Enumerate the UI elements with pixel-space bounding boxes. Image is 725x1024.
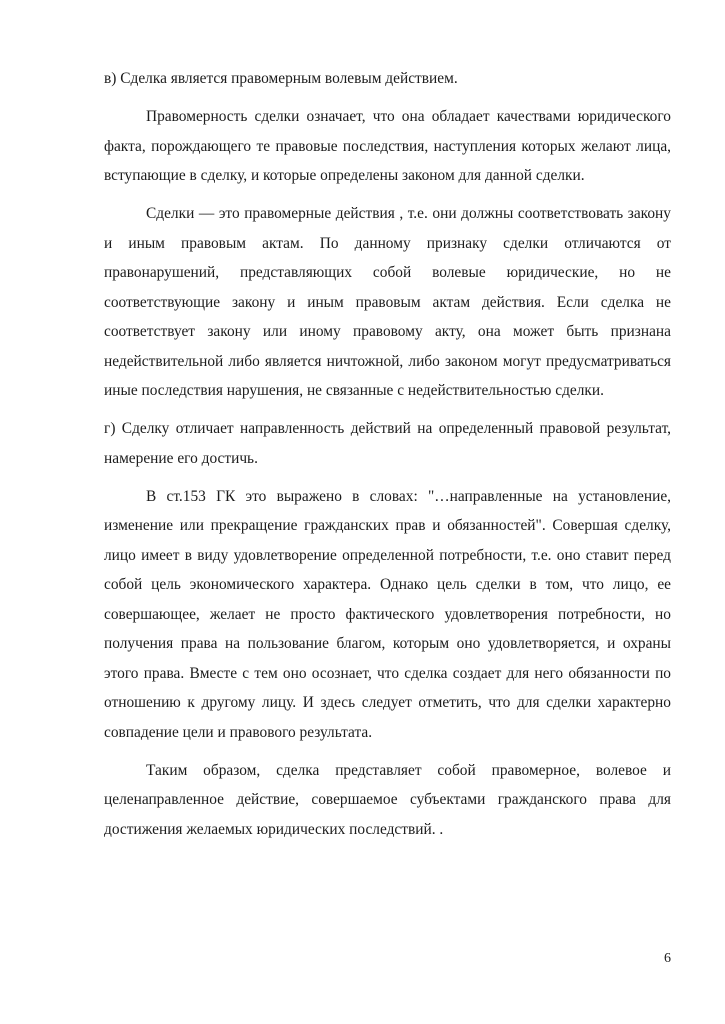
paragraph-g-directedness: г) Сделку отличает направленность действий на определенный правовой результат, намерение его достичь. xyxy=(104,420,671,467)
paragraph-v-lawful-volitional: в) Сделка является правомерным волевым действием. xyxy=(104,70,458,87)
document-body xyxy=(104,64,671,853)
paragraph-article-153: В ст.153 ГК это выражено в словах: "…направленные на установление, изменение или прекращение гражданских прав и обязанностей". Совершая сделку, лицо имеет в виду удовлетворение определенной потребности, т.е. оно ставит перед собой цель экономического характера. Однако цель сделки в том, что лицо, ее совершающее, желает не просто фактического удовлетворения потребности, но получения права на пользование благом, которым оно удовлетворяется, и охраны этого права. Вместе с тем оно осознает, что сделка создает для него обязанности по отношению к другому лицу. И здесь следует отметить, что для сделки характерно совпадение цели и правового результата. xyxy=(104,487,671,741)
paragraph-lawful-actions: Сделки — это правомерные действия , т.е. они должны соответствовать закону и иным правовым актам. По данному признаку сделки отличаются от правонарушений, представляющих собой волевые юридические, но не соответствующие закону и иным правовым актам действия. Если сделка не соответствует закону или иному правовому акту, она может быть признана недействительной либо является ничтожной, либо законом могут предусматриваться иные последствия нарушения, не связанные с недействительностью сделки. xyxy=(104,205,671,399)
paragraph-lawfulness-meaning: Правомерность сделки означает, что она обладает качествами юридического факта, порождающего те правовые последствия, наступления которых желают лица, вступающие в сделку, и которые определены законом для данной сделки. xyxy=(104,108,671,184)
page-number: 6 xyxy=(664,951,671,966)
paragraph-conclusion: Таким образом, сделка представляет собой правомерное, волевое и целенаправленное действие, совершаемое субъектами гражданского права для достижения желаемых юридических последствий. . xyxy=(104,761,671,838)
